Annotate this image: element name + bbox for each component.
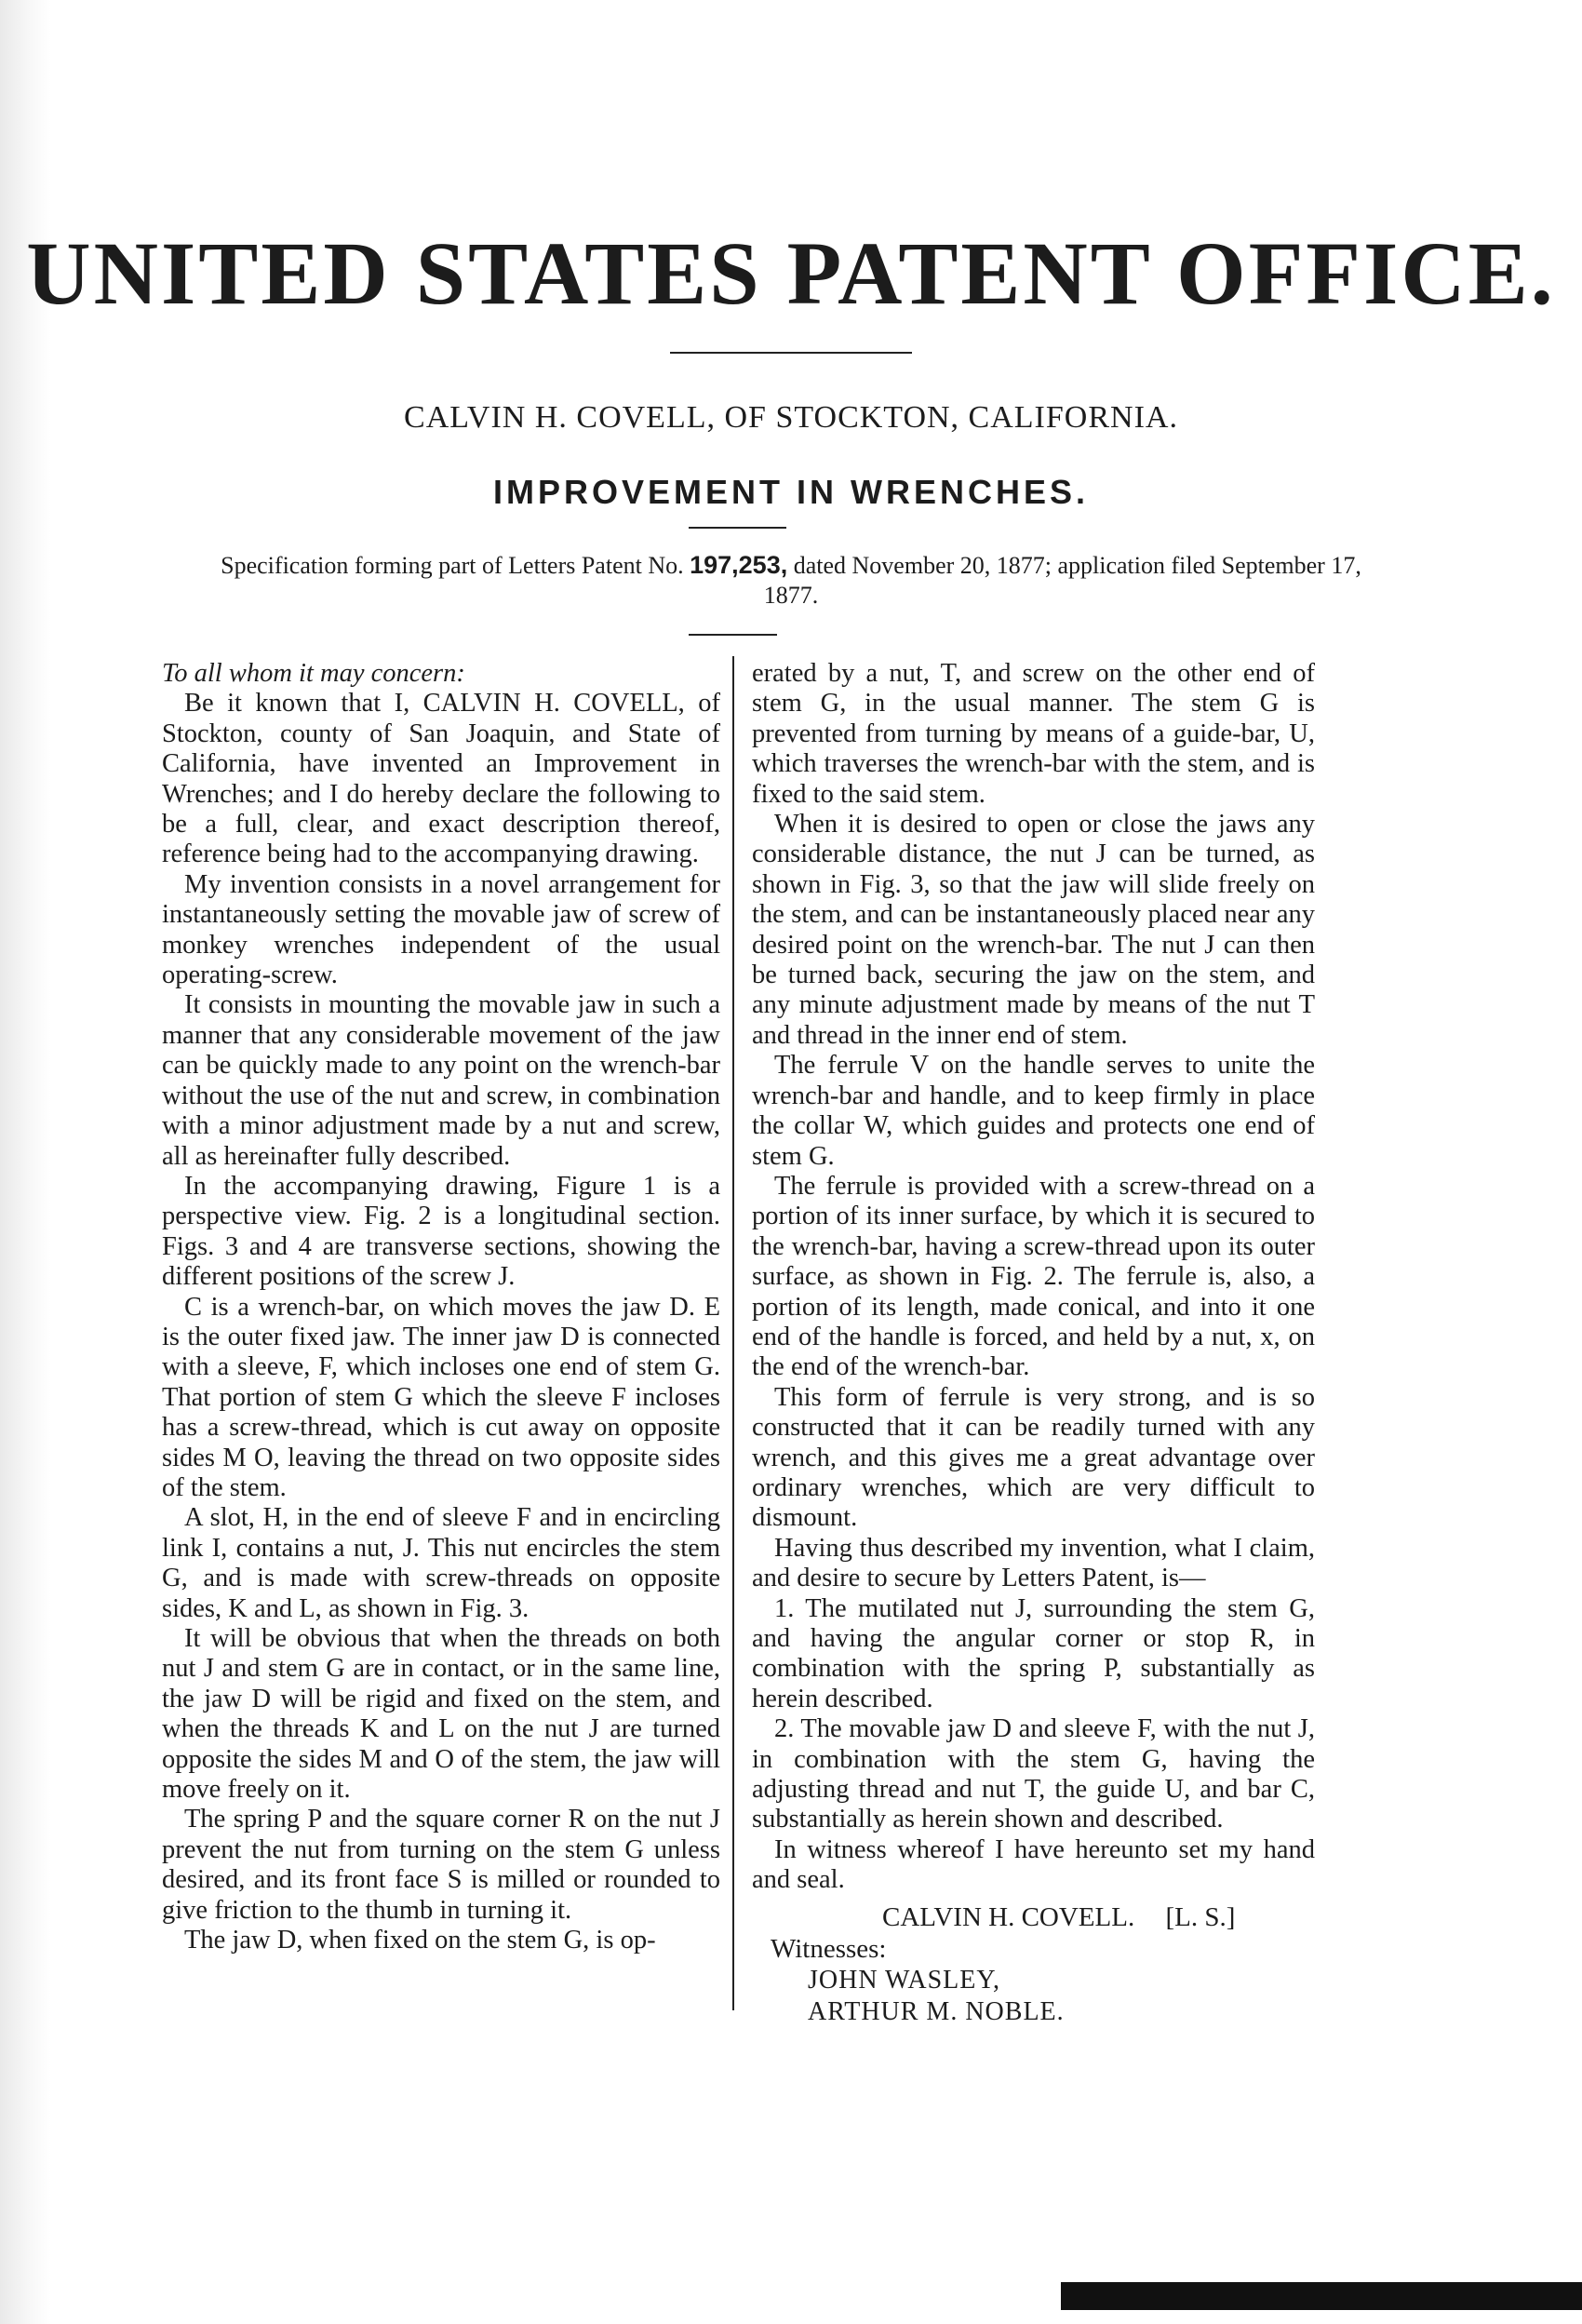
paragraph: Having thus described my invention, what I claim, and desire to secure by Letters Patent, is—	[752, 1533, 1315, 1593]
paragraph: The jaw D, when fixed on the stem G, is op-	[184, 1926, 656, 1955]
witness-name: JOHN WASLEY,	[808, 1965, 1000, 1995]
spec-suffix: dated November 20, 1877; application filed September 17, 1877.	[763, 552, 1361, 609]
left-column	[162, 659, 720, 1955]
paragraph: In witness whereof I have hereunto set my hand and seal.	[752, 1834, 1315, 1895]
paragraph: A slot, H, in the end of sleeve F and in encircling link I, contains a nut, J. This nut encircles the stem G, and is made with screw-threads on opposite sides, K and L, as shown in Fig. 3.	[162, 1503, 720, 1623]
paragraph: This form of ferrule is very strong, and is so constructed that it can be readily turned with any wrench, and this gives me a great advantage over ordinary wrenches, which are very difficult to dismount.	[752, 1382, 1315, 1533]
spec-prefix: Specification forming part of Letters Patent No.	[221, 552, 684, 579]
claim: 2. The movable jaw D and sleeve F, with the nut J, in combination with the stem G, having the adjusting thread and nut T, the guide U, and bar C, substantially as herein shown and described.	[752, 1714, 1315, 1834]
witnesses-label: Witnesses:	[771, 1933, 887, 1964]
paragraph: The spring P and the square corner R on the nut J prevent the nut from turning on the stem G unless desired, and its front face S is milled or rounded to give friction to the thumb in turning it.	[162, 1805, 720, 1925]
invention-title: IMPROVEMENT IN WRENCHES.	[492, 473, 1090, 511]
title-rule	[670, 352, 912, 354]
patent-number: 197,253,	[690, 551, 788, 579]
inventor-line: CALVIN H. COVELL, OF STOCKTON, CALIFORNIA.	[404, 400, 1178, 435]
signature-line	[752, 1901, 1315, 1933]
paragraph: C is a wrench-bar, on which moves the jaw D. E is the outer fixed jaw. The inner jaw D is connected with a sleeve, F, which incloses one end of stem G. That portion of stem G which the sleeve F incloses has a screw-thread, which is cut away on opposite sides M O, leaving the thread on two opposite sides of the stem.	[162, 1292, 720, 1502]
office-title: UNITED STATES PATENT OFFICE.	[26, 223, 1556, 323]
signature-block	[752, 1901, 1315, 2028]
scan-bottom-bar	[1061, 2282, 1582, 2310]
column-divider	[732, 656, 734, 2010]
signature: CALVIN H. COVELL.	[882, 1901, 1135, 1932]
paragraph: In the accompanying drawing, Figure 1 is a perspective view. Fig. 2 is a longitudinal section. Figs. 3 and 4 are transverse sections, showing the different positions of the screw J.	[162, 1171, 720, 1292]
claim: 1. The mutilated nut J, surrounding the stem G, and having the angular corner or stop R, in combination with the spring P, substantially as herein described.	[752, 1593, 1315, 1713]
paragraph: It consists in mounting the movable jaw in such a manner that any considerable movement of the jaw can be quickly made to any point on the wrench-bar without the use of the nut and screw, in combination with a minor adjustment made by a nut and screw, all as hereinafter fully described.	[162, 990, 720, 1171]
paragraph: The ferrule V on the handle serves to unite the wrench-bar and handle, and to keep firmly in place the collar W, which guides and protects one end of stem G.	[752, 1051, 1315, 1171]
scan-shadow-edge	[0, 0, 51, 2324]
paragraph: When it is desired to open or close the jaws any considerable distance, the nut J can be turned, as shown in Fig. 3, so that the jaw will slide freely on the stem, and can be instantaneously placed near any desired point on the wrench-bar. The nut J can then be turned back, securing the jaw on the stem, and any minute adjustment made by means of the nut T and thread in the inner end of stem.	[752, 810, 1315, 1050]
right-column	[752, 659, 1315, 2028]
paragraph: erated by a nut, T, and screw on the other end of stem G, in the usual manner. The stem G is prevented from turning by means of a guide-bar, U, which traverses the wrench-bar with the stem, and is fixed to the said stem.	[752, 659, 1315, 809]
subtitle-rule	[689, 527, 786, 529]
seal: [L. S.]	[1165, 1901, 1236, 1932]
paragraph: Be it known that I, CALVIN H. COVELL, of Stockton, county of San Joaquin, and State of California, have invented an Improvement in Wrenches; and I do hereby declare the following to be a full, clear, and exact description thereof, reference being had to the accompanying drawing.	[162, 689, 720, 869]
paragraph: The ferrule is provided with a screw-thread on a portion of its inner surface, by which it is secured to the wrench-bar, having a screw-thread upon its outer surface, as shown in Fig. 2. The ferrule is, also, a portion of its length, made conical, and into it one end of the handle is forced, and held by a nut, x, on the end of the wrench-bar.	[752, 1171, 1315, 1382]
salutation: To all whom it may concern:	[162, 659, 465, 688]
specification-line	[200, 550, 1382, 611]
paragraph: It will be obvious that when the threads on both nut J and stem G are in contact, or in the same line, the jaw D will be rigid and fixed on the stem, and when the threads K and L on the nut J are turned opposite the sides M and O of the stem, the jaw will move freely on it.	[162, 1624, 720, 1805]
witness-name: ARTHUR M. NOBLE.	[808, 1996, 1065, 2026]
spec-rule	[689, 634, 777, 636]
paragraph: My invention consists in a novel arrangement for instantaneously setting the movable jaw of screw of monkey wrenches independent of the usual operating-screw.	[162, 869, 720, 990]
